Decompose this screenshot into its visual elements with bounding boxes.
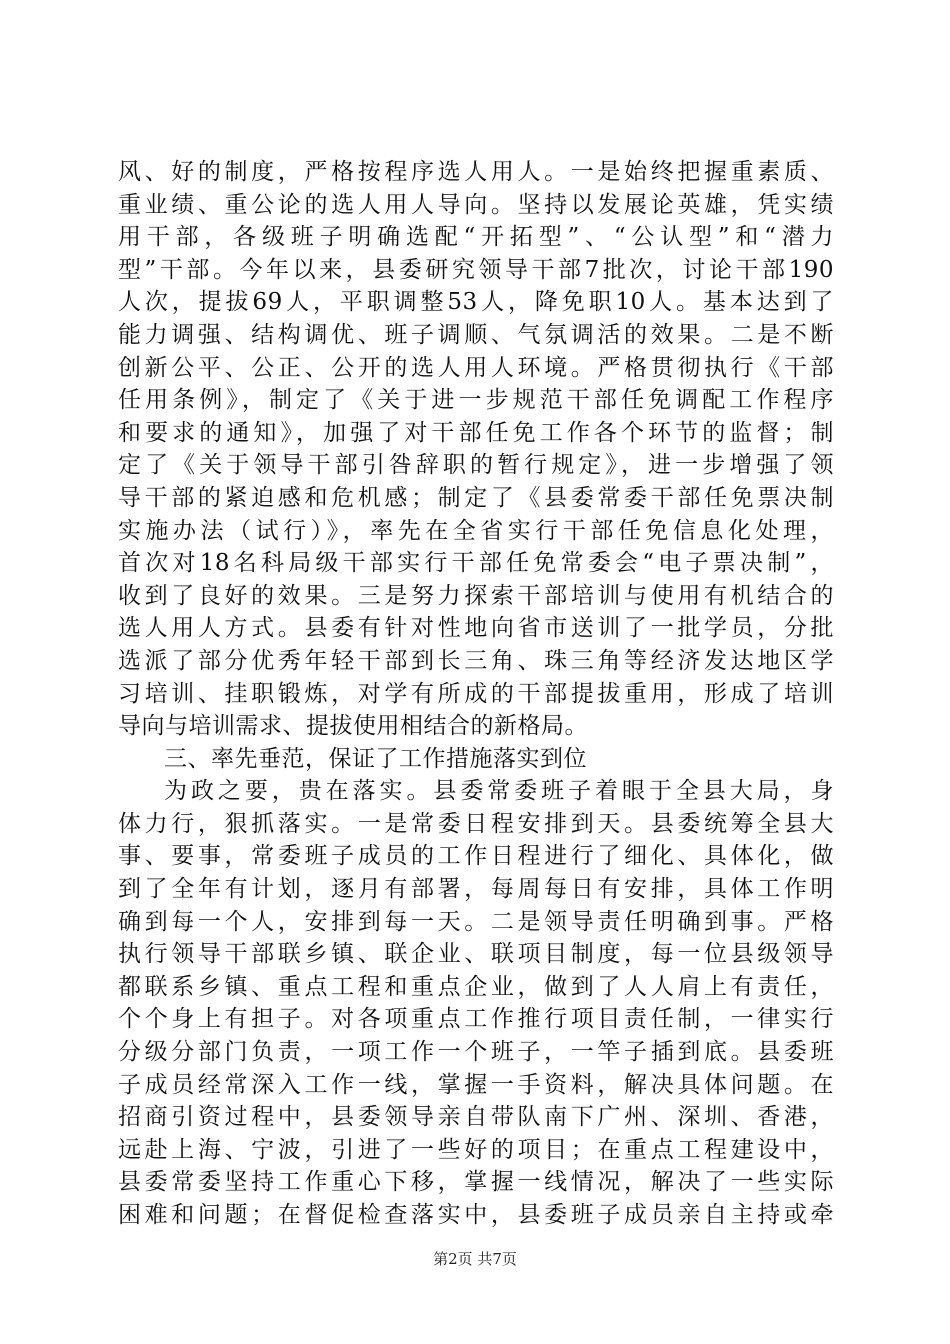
text-line: 体力行，狠抓落实。一是常委日程安排到天。县委统筹全县大 [118, 810, 834, 837]
text-line: 重业绩、重公论的选人用人导向。坚持以发展论英雄，凭实绩 [118, 191, 834, 218]
page-number-label: 第2页 共7页 [433, 1250, 517, 1268]
text-line: 和要求的通知》，加强了对干部任免工作各个环节的监督；制 [118, 419, 834, 446]
text-line: 子成员经常深入工作一线，掌握一手资料，解决具体问题。在 [118, 1071, 834, 1098]
text-line: 远赴上海、宁波，引进了一些好的项目；在重点工程建设中， [118, 1136, 834, 1163]
text-line: 县委常委坚持工作重心下移，掌握一线情况，解决了一些实际 [118, 1169, 834, 1196]
text-line: 确到每一个人，安排到每一天。二是领导责任明确到事。严格 [118, 908, 834, 935]
text-line: 个个身上有担子。对各项重点工作推行项目责任制，一律实行 [118, 1006, 834, 1033]
text-line: 人次，提拔69人，平职调整53人，降免职10人。基本达到了 [118, 289, 834, 316]
text-line: 习培训、挂职锻炼，对学有所成的干部提拔重用，形成了培训 [118, 680, 834, 707]
text-line: 招商引资过程中，县委领导亲自带队南下广州、深圳、香港， [118, 1104, 834, 1131]
text-line: 选人用人方式。县委有针对性地向省市送训了一批学员，分批 [118, 615, 834, 642]
text-line: 型”干部。今年以来，县委研究领导干部7批次，讨论干部190 [118, 256, 834, 283]
text-line: 实施办法（试行）》，率先在全省实行干部任免信息化处理， [118, 517, 834, 544]
text-line: 到了全年有计划，逐月有部署，每周每日有安排，具体工作明 [118, 876, 834, 903]
text-line: 困难和问题；在督促检查落实中，县委班子成员亲自主持或牵 [118, 1202, 834, 1228]
text-line: 分级分部门负责，一项工作一个班子，一竿子插到底。县委班 [118, 1039, 834, 1066]
text-line: 定了《关于领导干部引咎辞职的暂行规定》，进一步增强了领 [118, 452, 834, 479]
text-line: 首次对18名科局级干部实行干部任免常委会“电子票决制”， [118, 550, 834, 577]
text-line: 创新公平、公正、公开的选人用人环境。严格贯彻执行《干部 [118, 354, 834, 381]
text-line: 执行领导干部联乡镇、联企业、联项目制度，每一位县级领导 [118, 941, 834, 968]
text-line: 导干部的紧迫感和危机感；制定了《县委常委干部任免票决制 [118, 484, 834, 511]
text-line: 事、要事，常委班子成员的工作日程进行了细化、具体化，做 [118, 843, 834, 870]
text-line: 用干部，各级班子明确选配“开拓型”、“公认型”和“潜力 [118, 224, 834, 251]
text-line: 能力调强、结构调优、班子调顺、气氛调活的效果。二是不断 [118, 321, 834, 348]
text-line: 导向与培训需求、提拔使用相结合的新格局。 [118, 713, 588, 740]
text-line: 风、好的制度，严格按程序选人用人。一是始终把握重素质、 [118, 159, 834, 185]
text-line: 都联系乡镇、重点工程和重点企业，做到了人人肩上有责任， [118, 973, 834, 1000]
page-footer [0, 1249, 950, 1269]
text-line: 任用条例》，制定了《关于进一步规范干部任免调配工作程序 [118, 387, 834, 414]
text-line: 选派了部分优秀年轻干部到长三角、珠三角等经济发达地区学 [118, 647, 834, 674]
section-heading: 三、率先垂范，保证了工作措施落实到位 [164, 745, 587, 772]
text-line: 收到了良好的效果。三是努力探索干部培训与使用有机结合的 [118, 582, 834, 609]
text-line: 为政之要，贵在落实。县委常委班子着眼于全县大局，身 [164, 778, 834, 805]
body-text [118, 156, 834, 1232]
